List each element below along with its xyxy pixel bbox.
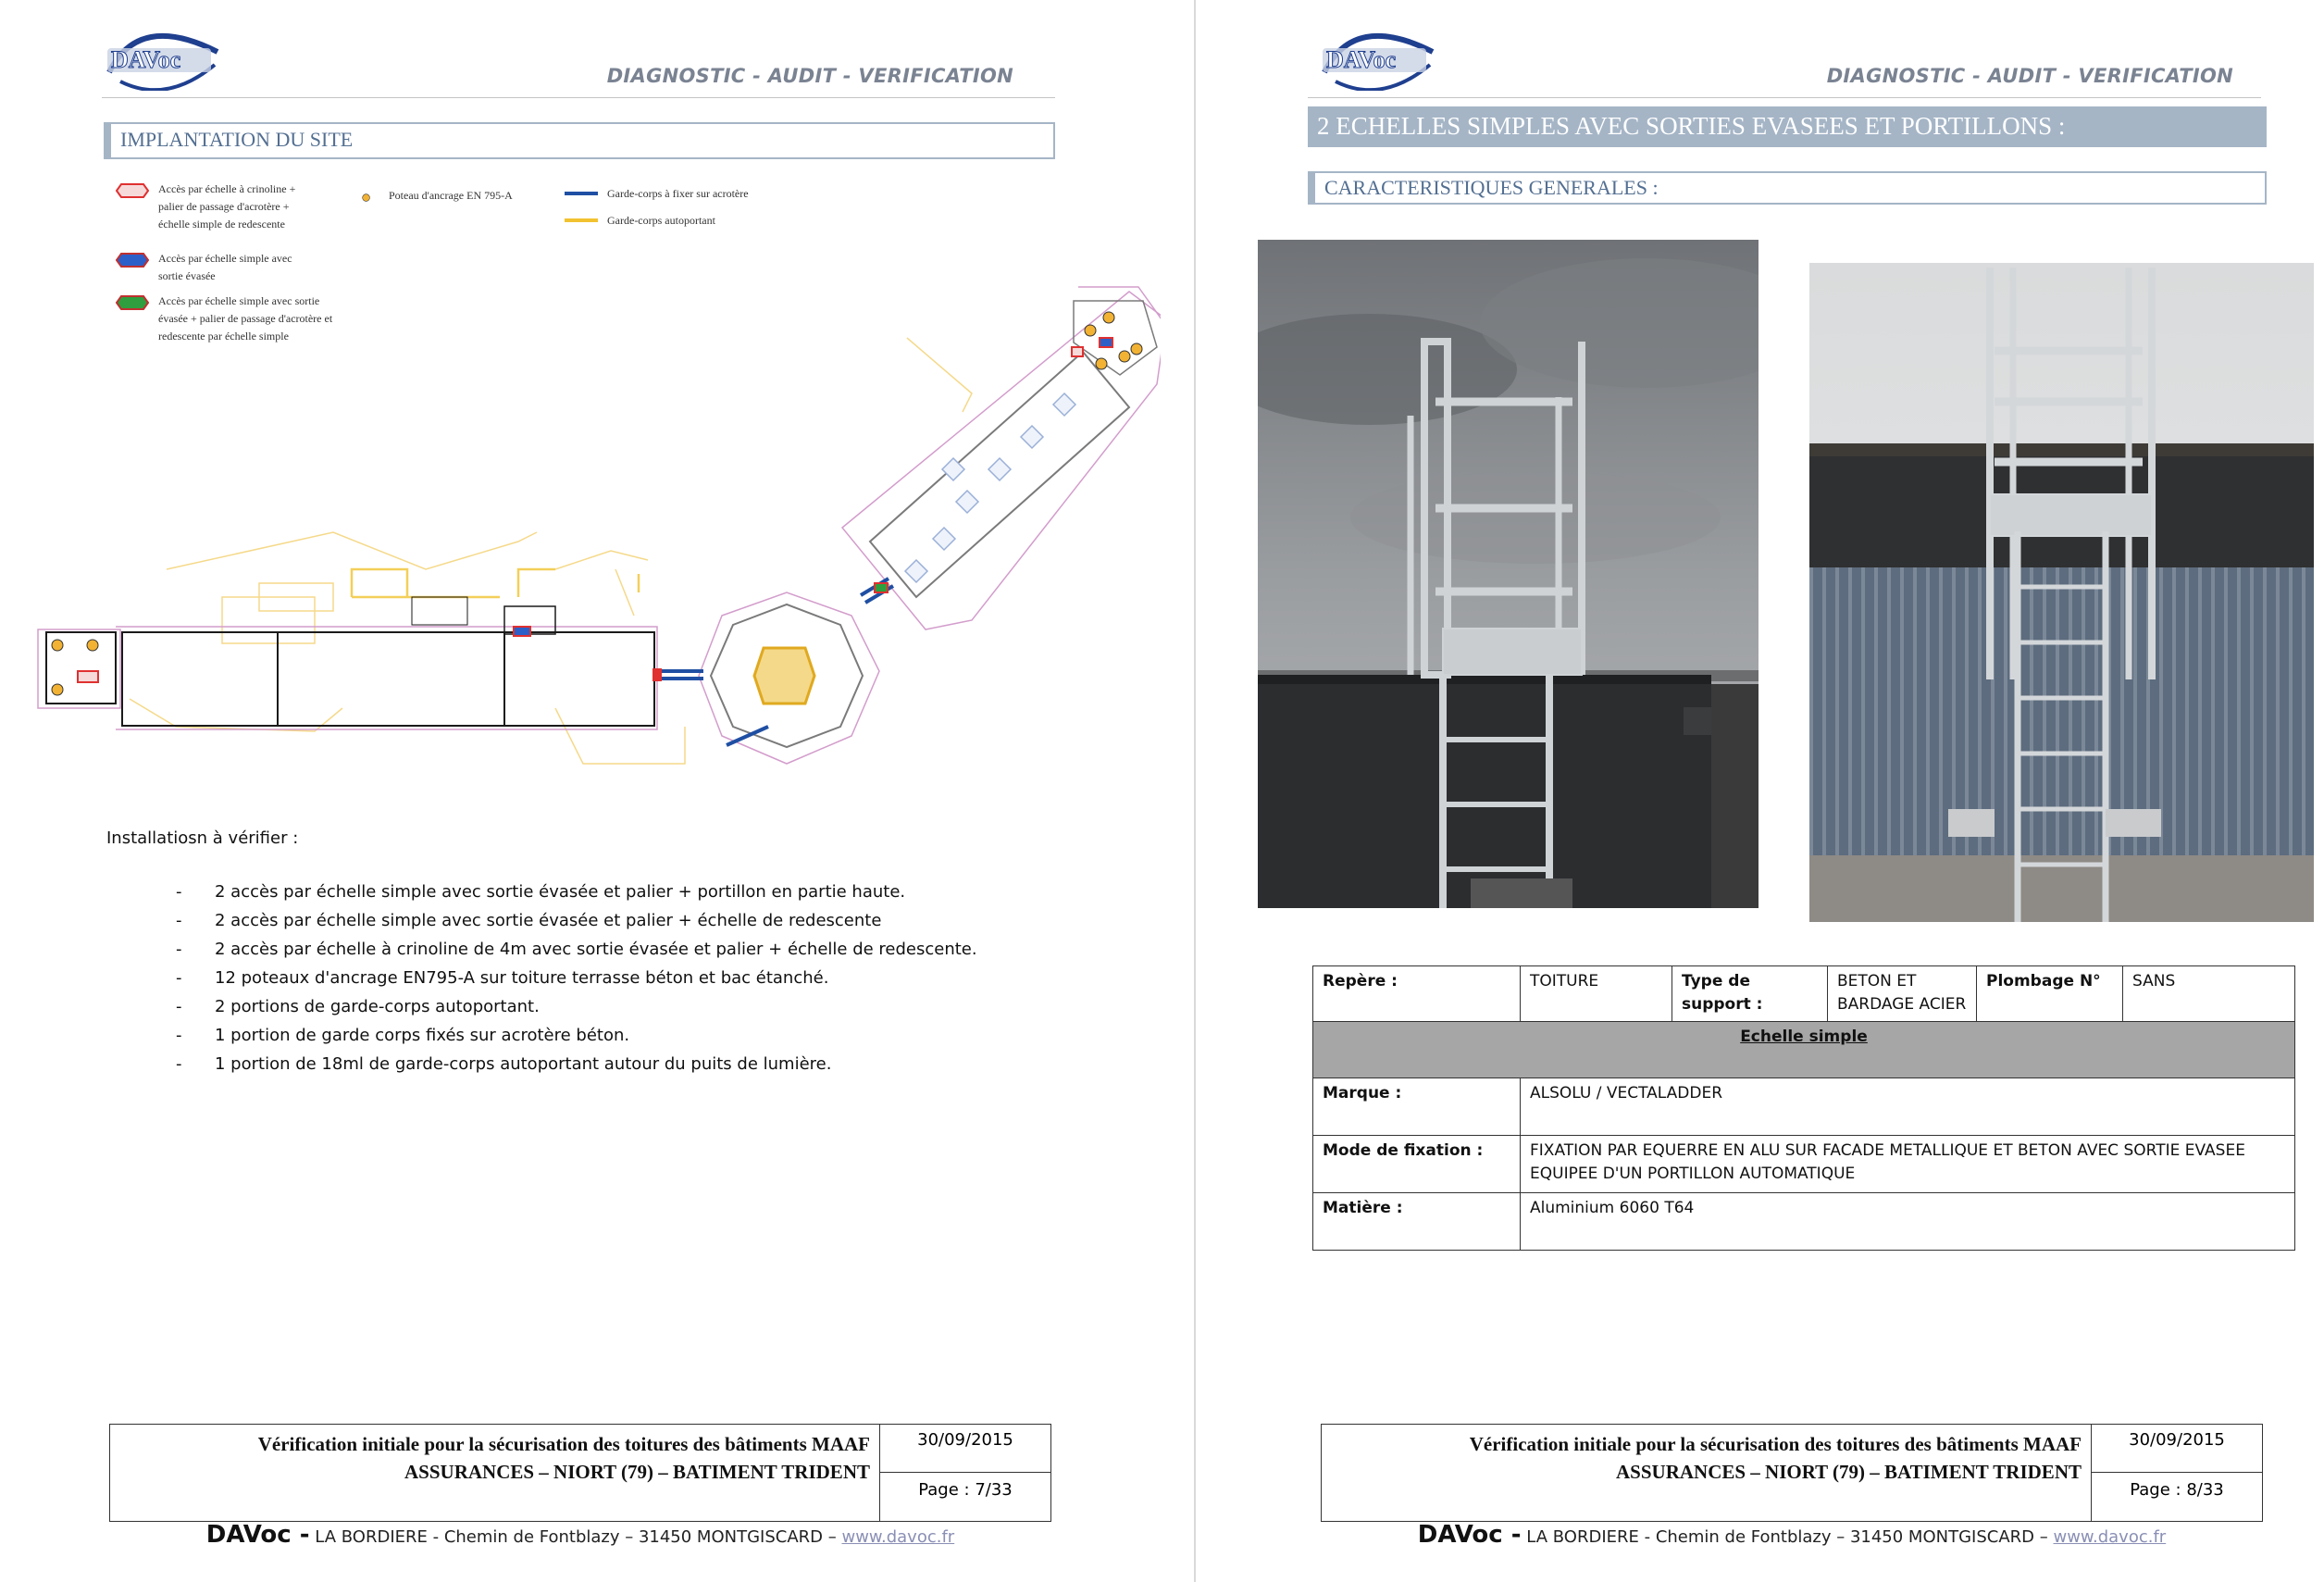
list-item: - 12 poteaux d'ancrage EN795-A sur toiture terrasse béton et bac étanché. [176, 964, 977, 992]
footer-website-link[interactable]: www.davoc.fr [2053, 1527, 2167, 1547]
spec-table [1312, 965, 2295, 1251]
list-item: - 2 accès par échelle à crinoline de 4m avec sortie évasée et palier + échelle de redescente. [176, 935, 977, 964]
davoc-logo [102, 17, 222, 91]
blue-line-icon [565, 187, 598, 204]
page-divider [1194, 0, 1196, 1582]
ladder-photo-1 [1258, 240, 1759, 908]
yellow-line-icon [565, 214, 598, 230]
footer-brand: DAVoc - [1417, 1521, 1522, 1549]
legend-item-anchor-post: Poteau d'ancrage EN 795-A [361, 187, 513, 206]
list-item: - 1 portion de garde corps fixés sur acrotère béton. [176, 1021, 977, 1050]
section-title: IMPLANTATION DU SITE [104, 122, 1055, 159]
legend-item-crinoline: Accès par échelle à crinoline + palier de passage d'acrotère + échelle simple de redescente [116, 181, 295, 233]
legend-item-flared-exit: Accès par échelle simple avec sortie évasée [116, 250, 292, 285]
header-rule [102, 97, 1055, 98]
red-hexagon-icon [116, 182, 149, 199]
footer-brand: DAVoc - [205, 1521, 310, 1549]
section-title: 2 ECHELLES SIMPLES AVEC SORTIES EVASEES ET PORTILLONS : [1308, 106, 2267, 147]
header-title: DIAGNOSTIC - AUDIT - VERIFICATION [606, 65, 1013, 87]
subsection-title: CARACTERISTIQUES GENERALES : [1308, 171, 2267, 205]
footer-website-link[interactable]: www.davoc.fr [841, 1527, 955, 1547]
table-cell-value: TOITURE [1521, 966, 1672, 1022]
footer-address-text: LA BORDIERE - Chemin de Fontblazy – 31450 MONTGISCARD – [1526, 1527, 2048, 1547]
footer-page-number: Page : 8/33 [2130, 1480, 2224, 1500]
list-item: - 2 portions de garde-corps autoportant. [176, 992, 977, 1021]
footer-date: 30/09/2015 [880, 1425, 1050, 1473]
table-cell-label: Plombage N° [1977, 966, 2123, 1022]
table-cell-label: Matière : [1313, 1193, 1521, 1251]
table-cell-value: SANS [2123, 966, 2295, 1022]
table-cell-value: Aluminium 6060 T64 [1521, 1193, 2295, 1251]
table-cell-label: Marque : [1313, 1078, 1521, 1136]
list-item: - 2 accès par échelle simple avec sortie évasée et palier + portillon en partie haute. [176, 878, 977, 906]
footer-table [109, 1424, 1051, 1522]
table-cell-label: Repère : [1313, 966, 1521, 1022]
davoc-logo [1317, 17, 1437, 91]
footer-address [1321, 1521, 2263, 1549]
footer-address-text: LA BORDIERE - Chemin de Fontblazy – 31450 MONTGISCARD – [315, 1527, 837, 1547]
footer-document-title: Vérification initiale pour la sécurisation des toitures des bâtiments MAAF ASSURANCES – NIORT (79) – BATIMENT TRIDENT [1322, 1425, 2092, 1521]
table-cell-label: Type de support : [1672, 966, 1828, 1022]
table-cell-label: Mode de fixation : [1313, 1136, 1521, 1193]
ladder-photo-2 [1809, 263, 2314, 922]
legend-item-guardrail-free: Garde-corps autoportant [565, 212, 715, 230]
header-rule [1308, 97, 2261, 98]
footer-document-title: Vérification initiale pour la sécurisation des toitures des bâtiments MAAF ASSURANCES – NIORT (79) – BATIMENT TRIDENT [110, 1425, 880, 1521]
footer-date: 30/09/2015 [2092, 1425, 2262, 1473]
list-item: - 1 portion de 18ml de garde-corps autoportant autour du puits de lumière. [176, 1050, 977, 1078]
table-band-title: Echelle simple [1313, 1022, 2295, 1078]
install-title: Installatiosn à vérifier : [106, 828, 299, 848]
table-cell-value: BETON ET BARDAGE ACIER [1828, 966, 1977, 1022]
header-title: DIAGNOSTIC - AUDIT - VERIFICATION [1826, 65, 2233, 87]
site-plan-drawing [37, 264, 1161, 782]
document-page-7 [0, 0, 1161, 1582]
legend-item-guardrail-fixed: Garde-corps à fixer sur acrotère [565, 185, 749, 204]
table-cell-value: ALSOLU / VECTALADDER [1521, 1078, 2295, 1136]
svg-text:DAVoc: DAVoc [111, 46, 181, 73]
svg-text:DAVoc: DAVoc [1326, 46, 1397, 73]
footer-table [1321, 1424, 2263, 1522]
orange-circle-icon [361, 189, 379, 206]
list-item: - 2 accès par échelle simple avec sortie évasée et palier + échelle de redescente [176, 906, 977, 935]
table-cell-value: FIXATION PAR EQUERRE EN ALU SUR FACADE METALLIQUE ET BETON AVEC SORTIE EVASEE EQUIPEE D'UN PORTILLON AUTOMATIQUE [1521, 1136, 2295, 1193]
footer-address [109, 1521, 1051, 1549]
legend-item-flared-exit-landing: Accès par échelle simple avec sortie évasée + palier de passage d'acrotère et redescente par échelle simple [116, 293, 332, 345]
install-list [176, 878, 977, 1078]
footer-page-number: Page : 7/33 [918, 1480, 1013, 1500]
